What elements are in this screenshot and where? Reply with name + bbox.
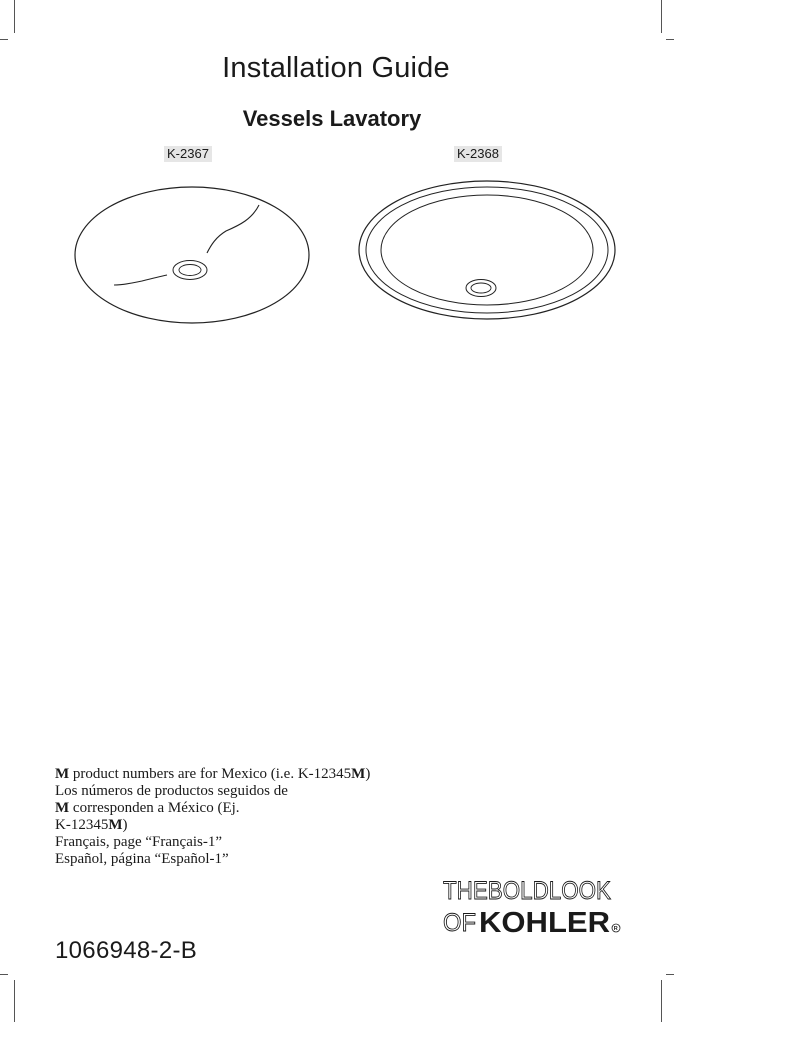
note-bold-m: M [108,817,123,833]
crop-mark-bottom-right-h [666,974,674,975]
note-text: corresponden a México (Ej. [69,800,240,816]
note-text: ) [122,817,128,833]
crop-mark-bottom-left-h [0,974,8,975]
crop-mark-bottom-left [14,980,15,1022]
note-bold-m: M [351,766,366,782]
sink-illustration-left [70,175,315,327]
page-title: Installation Guide [222,52,450,84]
model-label-left: K-2367 [164,146,212,162]
crop-mark-top-right-h [666,39,674,40]
kohler-logo [443,875,623,937]
registered-mark-letter: R [613,926,618,933]
page-subtitle: Vessels Lavatory [242,106,422,131]
note-line-spanish-2 [55,800,455,817]
crop-mark-bottom-right [661,980,662,1022]
logo-line-1: THEBOLDLOOK [443,877,612,905]
crop-mark-top-left-h [0,39,8,40]
crop-mark-top-right [661,0,662,33]
note-bold-m: M [55,766,70,782]
product-notes [55,766,455,868]
logo-of: OF [443,909,476,937]
document-number: 1066948-2-B [55,937,198,964]
note-bold-m: M [55,800,70,816]
logo-kohler-wordmark: KOHLER [479,907,611,937]
note-line-spanish-1: Los números de productos seguidos de [55,783,288,799]
note-text: ) [365,766,371,782]
note-text: product numbers are for Mexico (i.e. K-12345 [69,766,352,782]
note-line-espanol: Español, página “Español-1” [55,851,229,867]
note-line-spanish-3 [55,817,455,834]
note-line-french: Français, page “Français-1” [55,834,223,850]
model-label-right: K-2368 [454,146,502,162]
sink-illustration-right [355,176,619,324]
note-text: K-12345 [55,817,109,833]
note-line-mexico [55,766,455,783]
crop-mark-top-left [14,0,15,33]
